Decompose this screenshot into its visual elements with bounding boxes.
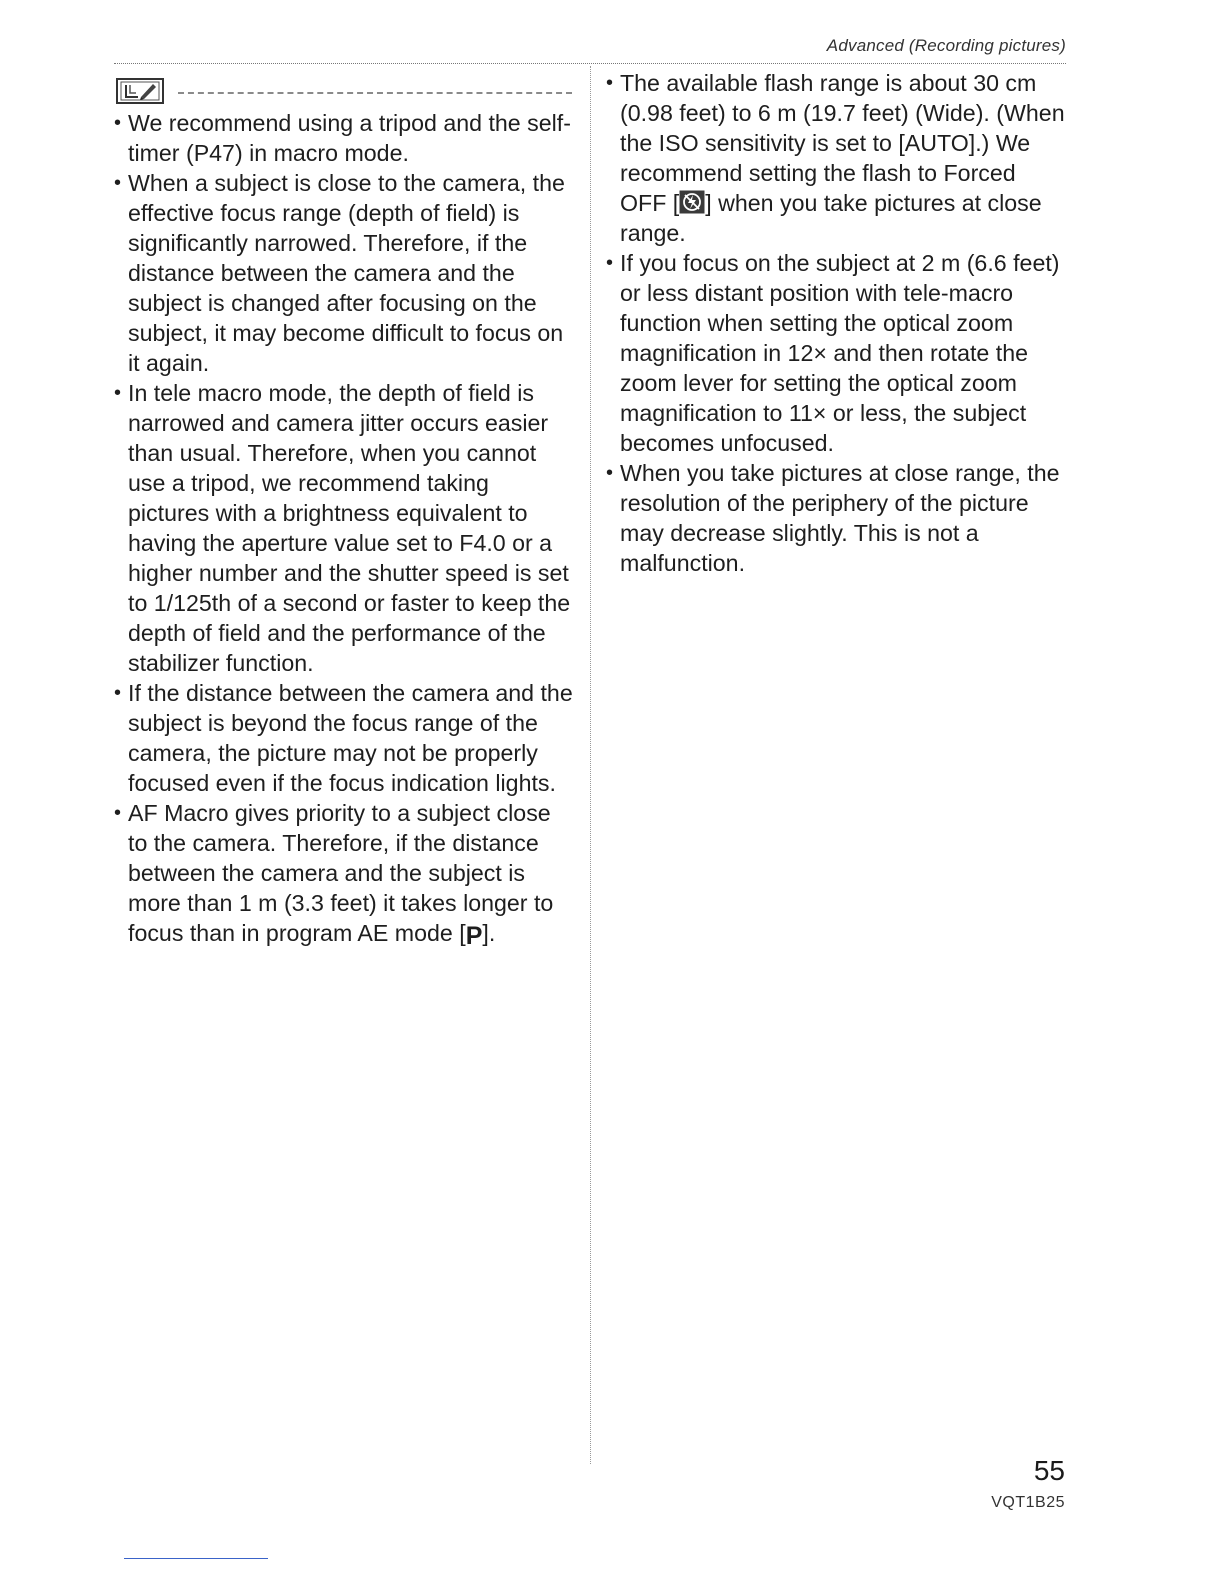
bullet-text: In tele macro mode, the depth of field is narrowed and camera jitter occurs easier than usual. Therefore, when you cannot use a tripod, we recommend taking pictures with a brightness equivalent to having the aperture value set to F4.0 or a higher number and the shutter speed is set to 1/125th of a second or faster to keep the depth of field and the performance of the stabilizer function. bbox=[128, 380, 571, 676]
bullet-text: ]. bbox=[482, 920, 496, 946]
left-column bbox=[112, 108, 574, 951]
bullet-text: If you focus on the subject at 2 m (6.6 feet) or less distant position with tele-macro function when setting the optical zoom magnification in 12× and then rotate the zoom lever for setting the optical zoom magnification to 11× or less, the subject becomes unfocused. bbox=[620, 250, 1060, 456]
bullet-text: We recommend using a tripod and the self-timer (P47) in macro mode. bbox=[128, 110, 571, 166]
bullet-text: The available flash range is about 30 cm (0.98 feet) to 6 m (19.7 feet) (Wide). (When the ISO sensitivity is set to [AUTO].) We recommend setting the flash to Forced OFF [ bbox=[620, 70, 1065, 216]
bottom-link-underline bbox=[124, 1558, 268, 1559]
note-header bbox=[116, 76, 572, 106]
list-item bbox=[604, 248, 1066, 458]
list-item bbox=[112, 798, 574, 951]
note-dashed-rule bbox=[178, 92, 572, 94]
flash-off-icon bbox=[679, 190, 705, 214]
list-item bbox=[112, 378, 574, 678]
bullet-text: ] when you take pictures at close range. bbox=[620, 190, 1042, 246]
program-ae-mode-symbol: P bbox=[465, 922, 483, 950]
list-item bbox=[112, 678, 574, 798]
model-code: VQT1B25 bbox=[991, 1494, 1065, 1511]
running-header: Advanced (Recording pictures) bbox=[826, 36, 1066, 55]
bullet-text: When you take pictures at close range, the resolution of the periphery of the picture may decrease slightly. This is not a malfunction. bbox=[620, 460, 1060, 576]
header-rule bbox=[114, 63, 1066, 64]
page-number: 55 bbox=[1033, 1455, 1065, 1486]
bullet-text: AF Macro gives priority to a subject close to the camera. Therefore, if the distance between the camera and the subject is more than 1 m (3.3 feet) it takes longer to focus than in program AE mode [ bbox=[128, 800, 554, 946]
right-column bbox=[604, 68, 1066, 578]
note-pencil-icon bbox=[116, 78, 164, 104]
list-item bbox=[604, 458, 1066, 578]
right-bullet-list bbox=[604, 68, 1066, 578]
column-divider bbox=[590, 66, 591, 1464]
list-item bbox=[112, 108, 574, 168]
bullet-text: When a subject is close to the camera, the effective focus range (depth of field) is significantly narrowed. Therefore, if the distance between the camera and the subject is changed after focusing on the subject, it may become difficult to focus on it again. bbox=[128, 170, 565, 376]
left-bullet-list bbox=[112, 108, 574, 951]
list-item bbox=[604, 68, 1066, 248]
list-item bbox=[112, 168, 574, 378]
bullet-text: If the distance between the camera and the subject is beyond the focus range of the camera, the picture may not be properly focused even if the focus indication lights. bbox=[128, 680, 573, 796]
